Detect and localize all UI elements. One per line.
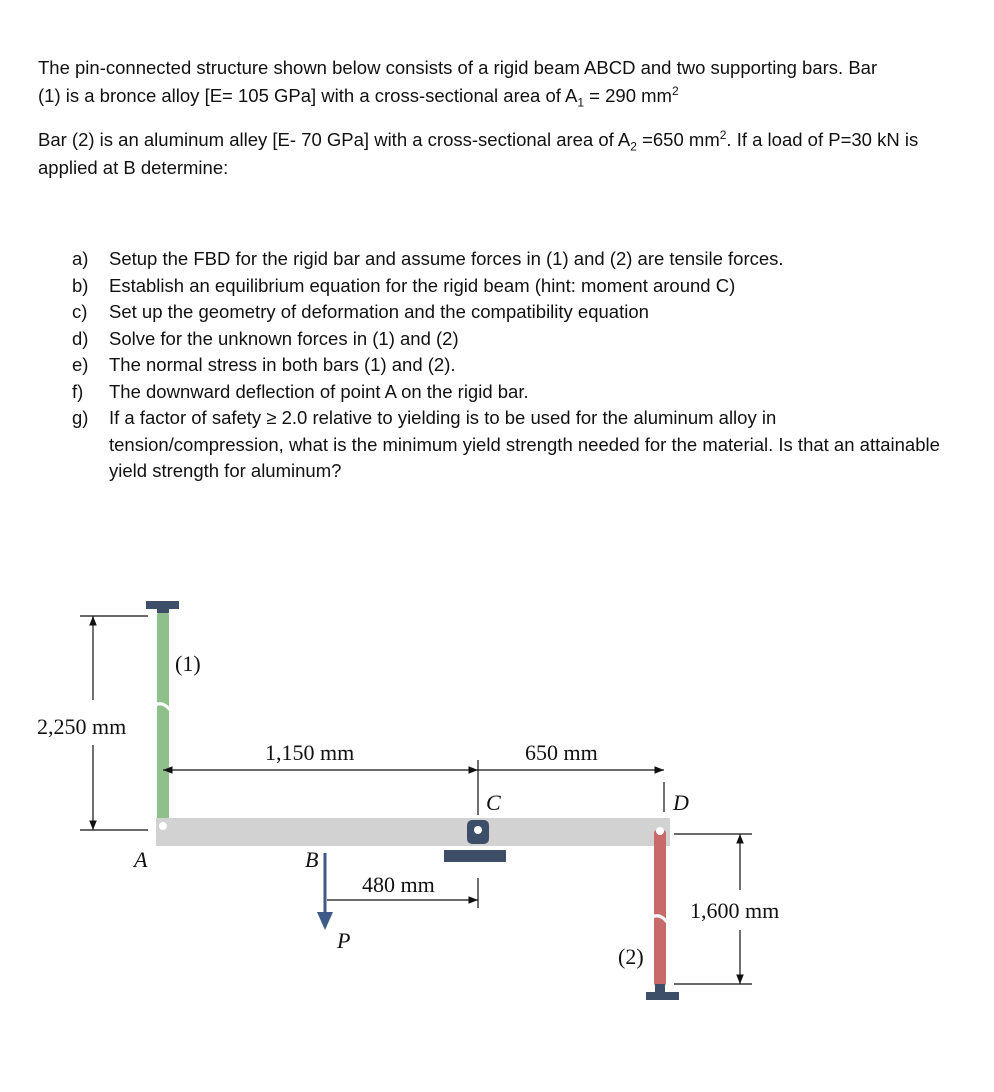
question-label: b)	[72, 274, 89, 296]
question-text: If a factor of safety ≥ 2.0 relative to yielding is to be used for the aluminum alloy in tension/compression, what is the minimum yield strength needed for the material. Is that an attainable yield strength for aluminum?	[109, 407, 940, 481]
bar-2-bottom-support	[646, 992, 679, 1000]
question-list	[72, 246, 952, 485]
question-label: e)	[72, 354, 89, 375]
para2-load-text: . If a load of P=30 kN is applied at B determine:	[38, 129, 919, 178]
bar-2	[654, 830, 666, 986]
support-C-base	[444, 850, 506, 862]
load-P-arrow	[317, 853, 333, 930]
area-2-value: =650 mm	[636, 129, 720, 150]
area-2-subscript: 2	[630, 139, 637, 154]
problem-paragraph-2	[38, 126, 968, 182]
intro-line-2-text: (1) is a bronce alloy [E= 105 GPa] with a cross-sectional area of A	[38, 85, 578, 106]
para2-text: Bar (2) is an aluminum alley [E- 70 GPa] with a cross-sectional area of A	[38, 129, 631, 150]
question-text: Setup the FBD for the rigid bar and assume forces in (1) and (2) are tensile forces.	[109, 248, 784, 269]
pin-C	[474, 826, 482, 834]
intro-line-2	[38, 82, 968, 110]
question-item	[72, 326, 952, 353]
question-item	[72, 273, 952, 300]
bar-1-label: (1)	[175, 651, 201, 676]
point-A-label: A	[134, 847, 148, 872]
question-text: The normal stress in both bars (1) and (2).	[109, 354, 456, 375]
dim-AC-CD	[163, 760, 664, 815]
load-P-label: P	[337, 928, 351, 953]
question-label: a)	[72, 248, 89, 269]
dim-C-to-D-label: 650 mm	[525, 740, 598, 765]
bar-2-bottom-neck	[655, 984, 665, 992]
area-1-subscript: 1	[577, 95, 585, 110]
bar-2-label: (2)	[618, 944, 644, 969]
question-text: Establish an equilibrium equation for the rigid beam (hint: moment around C)	[109, 274, 736, 296]
question-text: The downward deflection of point A on the rigid bar.	[109, 380, 529, 402]
point-D-label: D	[673, 790, 689, 815]
area-1-superscript: 2	[671, 83, 679, 98]
area-2-superscript: 2	[719, 127, 727, 142]
dim-bar1-length-label: 2,250 mm	[37, 714, 127, 739]
pin-A	[159, 822, 167, 830]
bar-1	[157, 612, 169, 832]
question-item	[72, 379, 952, 406]
point-B-label: B	[305, 847, 319, 872]
question-label: d)	[72, 327, 89, 349]
bar-1-top-neck	[157, 607, 169, 613]
intro-line-1: The pin-connected structure shown below consists of a rigid beam ABCD and two supporting bars. Bar	[38, 57, 878, 78]
pin-D	[656, 827, 664, 835]
dim-A-to-C-label: 1,150 mm	[265, 740, 355, 765]
dim-bar2-length-label: 1,600 mm	[690, 898, 780, 923]
rigid-beam	[156, 818, 670, 846]
structure-diagram	[0, 590, 994, 1010]
question-item	[72, 299, 952, 326]
question-item	[72, 246, 952, 273]
question-label: g)	[72, 407, 89, 428]
point-C-label: C	[486, 790, 501, 815]
dim-B-to-C-label: 480 mm	[362, 872, 435, 897]
area-1-value: = 290 mm	[584, 85, 672, 106]
question-text: Solve for the unknown forces in (1) and (2)	[109, 327, 459, 349]
question-label: c)	[72, 301, 88, 322]
question-text: Set up the geometry of deformation and the compatibility equation	[109, 301, 649, 322]
question-item	[72, 352, 952, 379]
question-label: f)	[72, 380, 84, 402]
problem-statement	[38, 54, 968, 110]
question-item	[72, 405, 952, 485]
